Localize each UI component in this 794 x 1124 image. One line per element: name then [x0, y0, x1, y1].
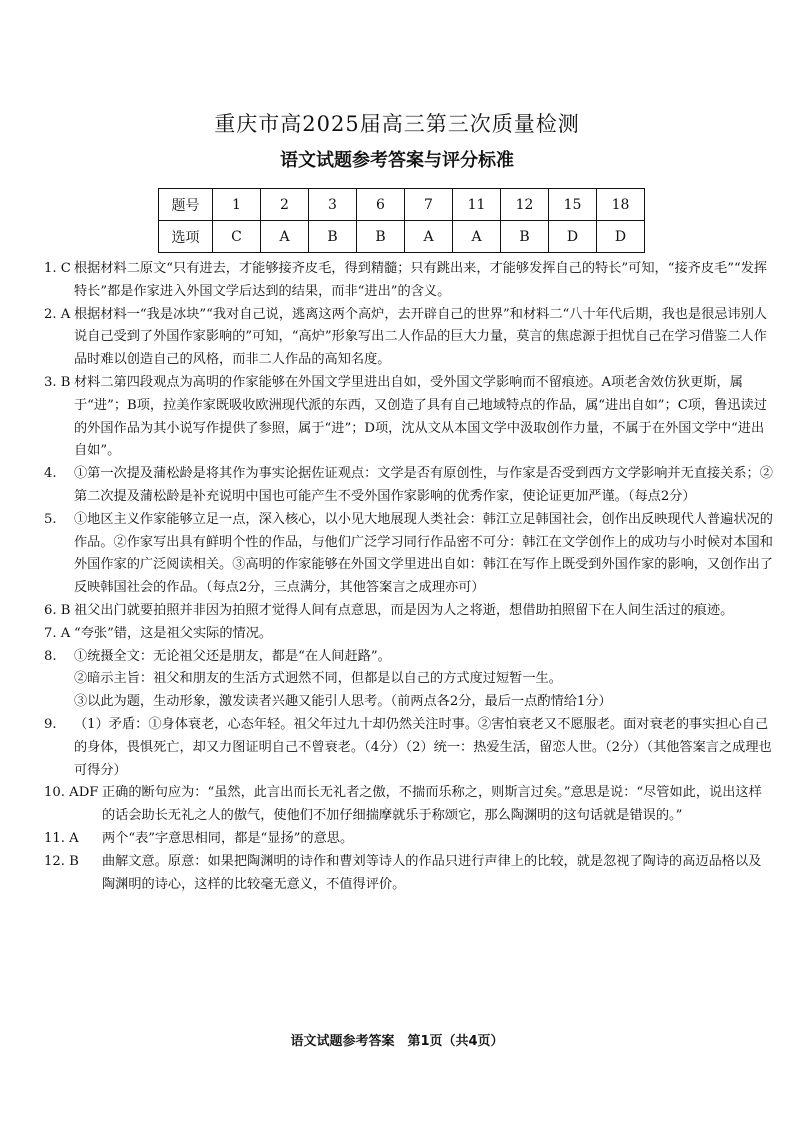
table-cell: 3: [309, 189, 357, 221]
item-text: 正确的断句应为：“虽然，此言出而长无礼者之傲，不揣而乐称之，则斯言过矣。”意思是说：“尽管如此，说出这样的话会助长无礼之人的傲气，使他们不加仔细揣摩就乐于称颂它，那么陶渊明的这句话就是错误的。”: [102, 785, 762, 824]
item-number: 10. ADF: [44, 785, 99, 801]
table-cell: 15: [549, 189, 597, 221]
item-text-line: ③以此为题，生动形象，激发读者兴趣又能引人思考。（前两点各2分，最后一点酌情给1分）: [74, 694, 612, 710]
item-text: （1）矛盾：①身体衰老，心态年轻。祖父年过九十却仍然关注时事。②害怕衰老又不愿服老。面对衰老的事实担心自己的身体，畏惧死亡，却又力图证明自己不曾衰老。（4分）（2）统一：热爱生活，留恋人世。（2分）（其他答案言之成理也可得分）: [74, 716, 772, 778]
item-number: 2. A: [44, 306, 71, 322]
table-cell: 11: [453, 189, 501, 221]
answer-item-11: [44, 828, 774, 851]
table-cell: 18: [597, 189, 645, 221]
item-text-line: ②暗示主旨：祖父和朋友的生活方式迥然不同，但都是以自己的方式度过短暂一生。: [74, 671, 562, 687]
table-cell: A: [405, 221, 453, 253]
table-cell: 12: [501, 189, 549, 221]
item-number: 4.: [44, 466, 57, 482]
page-title: 重庆市高2025届高三第三次质量检测: [214, 112, 580, 136]
row-label-number: 题号: [159, 189, 213, 221]
answer-item-9: [44, 714, 774, 782]
item-number: 3. B: [44, 374, 71, 390]
answer-item-8: [44, 646, 774, 714]
item-number: 5.: [44, 511, 57, 527]
answer-item-5: [44, 509, 774, 600]
answer-item-10: [44, 782, 774, 828]
table-cell: A: [261, 221, 309, 253]
table-cell: 1: [213, 189, 261, 221]
table-cell: 7: [405, 189, 453, 221]
row-label-option: 选项: [159, 221, 213, 253]
item-text: 曲解文意。原意：如果把陶渊明的诗作和曹刘等诗人的作品只进行声律上的比较，就是忽视了陶诗的高迈品格以及陶渊明的诗心，这样的比较毫无意义，不值得评价。: [102, 853, 762, 892]
answer-item-12: [44, 851, 774, 897]
item-text: ①地区主义作家能够立足一点，深入核心，以小见大地展现人类社会：韩江立足韩国社会，创作出反映现代人普遍状况的作品。②作家写出具有鲜明个性的作品，与他们广泛学习同行作品密不可分：韩江在文学创作上的成功与小时候对本国和外国作家的广泛阅读相关。③高明的作家能够在外国文学里进出自如：韩江在写作上既受到外国作家的影响，又创作出了反映韩国社会的作品。（每点2分，三点满分，其他答案言之成理亦可）: [74, 511, 773, 596]
answer-item-1: [44, 258, 774, 304]
table-cell: D: [549, 221, 597, 253]
item-number: 8.: [44, 648, 57, 664]
item-number: 11. A: [44, 830, 79, 846]
table-cell: B: [501, 221, 549, 253]
page-subtitle: 语文试题参考答案与评分标准: [280, 150, 514, 171]
item-number: 12. B: [44, 853, 79, 869]
answer-item-4: [44, 463, 774, 509]
item-number: 1. C: [44, 261, 71, 276]
answer-table: [158, 188, 645, 253]
page-footer: 语文试题参考答案 第1页（共4页）: [290, 1034, 504, 1049]
answer-item-7: [44, 623, 774, 646]
item-text: 根据材料二原文“只有进去，才能够接齐皮毛，得到精髓；只有跳出来，才能够发挥自己的特长”可知，“接齐皮毛”“发挥特长”都是作家进入外国文学后达到的结果，而非“进出”的含义。: [74, 261, 768, 299]
table-cell: C: [213, 221, 261, 253]
answer-item-3: [44, 372, 774, 463]
table-row-numbers: [159, 189, 645, 221]
item-text: ①第一次提及蒲松龄是将其作为事实论据佐证观点：文学是否有原创性，与作家是否受到西方文学影响并无直接关系；②第二次提及蒲松龄是补充说明中国也可能产生不受外国作家影响的优秀作家，使论证更加严谨。（每点2分）: [74, 466, 773, 504]
table-cell: 6: [357, 189, 405, 221]
answer-item-6: [44, 600, 774, 623]
table-cell: 2: [261, 189, 309, 221]
answer-item-2: [44, 304, 774, 372]
item-text: 祖父出门就要拍照并非因为拍照才觉得人间有点意思，而是因为人之将逝，想借助拍照留下在人间生活过的痕迹。: [74, 602, 734, 618]
table-cell: A: [453, 221, 501, 253]
table-cell: B: [357, 221, 405, 253]
item-text: “夸张”错，这是祖父实际的情况。: [74, 625, 273, 641]
table-cell: B: [309, 221, 357, 253]
table-row-options: [159, 221, 645, 253]
item-text: ①统摄全文：无论祖父还是朋友，都是“在人间赶路”。: [74, 648, 391, 664]
item-text: 根据材料一“我是冰块”“我对自己说，逃离这两个高炉，去开辟自己的世界”和材料二“八十年代后期，我也是很忌讳别人说自己受到了外国作家影响的”可知，“高炉”形象写出二人作品的巨大力量，莫言的焦虑源于担忧自己在学习借鉴二人作品时难以创造自己的风格，而非二人作品的高知名度。: [74, 306, 768, 368]
table-cell: D: [597, 221, 645, 253]
item-number: 7. A: [44, 625, 71, 641]
answer-explanations: [44, 258, 774, 896]
item-text: 材料二第四段观点为高明的作家能够在外国文学里进出自如，受外国文学影响而不留痕迹。A项老舍效仿狄更斯，属于“进”；B项，拉美作家既吸收欧洲现代派的东西，又创造了具有自己地域特点的作品，属“进出自如”；C项，鲁迅读过的外国作品为其小说写作提供了参照，属于“进”；D项，沈从文从本国文学中汲取创作力量，不属于在外国文学中“进出自如”。: [74, 374, 767, 459]
item-text: 两个“表”字意思相同，都是“显扬”的意思。: [102, 830, 354, 846]
item-number: 9.: [44, 716, 57, 732]
item-number: 6. B: [44, 602, 71, 618]
